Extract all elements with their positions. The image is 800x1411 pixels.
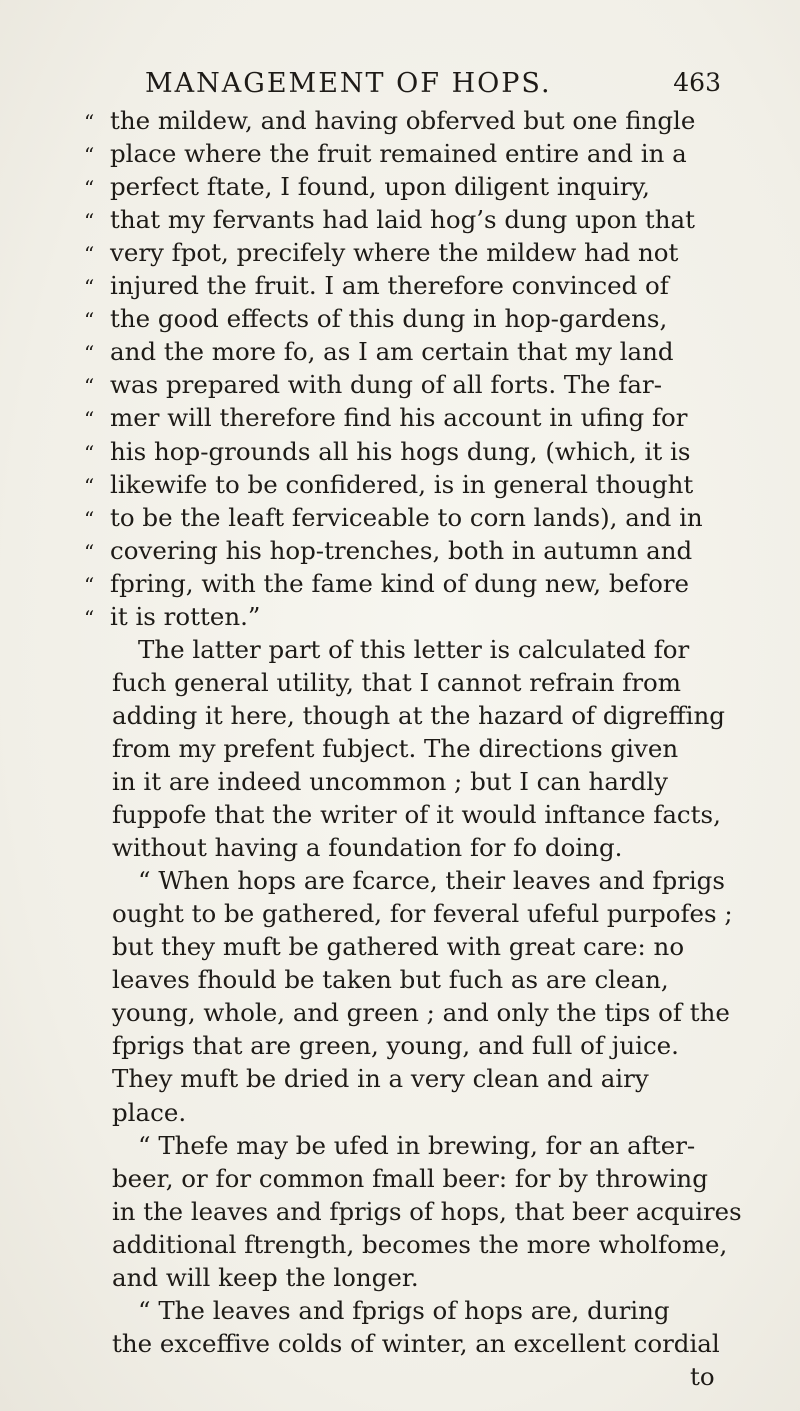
line-text: The latter part of this letter is calculated for — [138, 634, 690, 664]
running-head: MANAGEMENT OF HOPS. — [145, 68, 552, 99]
line-text: to — [690, 1361, 715, 1391]
line-text: perfect ftate, I found, upon diligent inquiry, — [110, 172, 650, 202]
text-line — [84, 137, 687, 170]
text-line — [112, 1096, 186, 1129]
line-text: adding it here, though at the hazard of digreffing — [112, 700, 725, 730]
line-text: “ When hops are fcarce, their leaves and fprigs — [138, 866, 725, 896]
line-text: that my fervants had laid hog’s dung upon that — [110, 205, 695, 235]
text-line — [112, 1261, 419, 1294]
line-text: his hop-grounds all his hogs dung, (which, it is — [110, 436, 691, 466]
text-line — [112, 798, 721, 831]
quote-mark: “ — [84, 539, 95, 564]
quote-mark: “ — [84, 341, 95, 366]
line-text: from my prefent fubject. The directions given — [112, 733, 679, 763]
line-text: fuppofe that the writer of it would inftance facts, — [112, 800, 721, 830]
line-text: was prepared with dung of all forts. The far- — [110, 370, 663, 400]
text-line — [112, 1162, 708, 1195]
text-line — [112, 1327, 720, 1360]
quote-mark: “ — [84, 506, 95, 531]
quote-mark: “ — [84, 572, 95, 597]
text-line — [112, 732, 678, 765]
text-line — [84, 600, 260, 633]
line-text: place where the fruit remained entire and in a — [110, 139, 687, 169]
line-text: likewife to be confidered, is in general thought — [110, 469, 694, 499]
text-line — [84, 468, 693, 501]
text-line — [138, 1294, 670, 1327]
text-line — [84, 534, 692, 567]
line-text: but they muft be gathered with great care: no — [112, 932, 685, 962]
text-line — [84, 435, 690, 468]
text-line — [112, 1228, 727, 1261]
quote-mark: “ — [84, 407, 95, 432]
line-text: fpring, with the fame kind of dung new, before — [110, 568, 690, 598]
line-text: They muft be dried in a very clean and airy — [112, 1064, 649, 1094]
line-text: it is rotten.” — [110, 601, 261, 631]
text-line — [112, 963, 669, 996]
line-text: covering his hop-trenches, both in autumn and — [110, 535, 693, 565]
text-line — [112, 897, 733, 930]
line-text: “ Thefe may be ufed in brewing, for an after- — [138, 1130, 696, 1160]
text-line — [84, 269, 669, 302]
line-text: mer will therefore find his account in ufing for — [110, 403, 688, 433]
page-number: 463 — [673, 68, 721, 97]
line-text: additional ftrength, becomes the more wholfome, — [112, 1229, 728, 1259]
line-text: and the more fo, as I am certain that my land — [110, 337, 674, 367]
text-line — [112, 1195, 742, 1228]
text-line — [84, 104, 695, 137]
line-text: to be the leaft ferviceable to corn lands), and in — [110, 502, 703, 532]
text-line — [84, 567, 689, 600]
text-line — [138, 633, 689, 666]
line-text: leaves fhould be taken but fuch as are clean, — [112, 965, 669, 995]
text-line — [112, 666, 681, 699]
quote-mark: “ — [84, 176, 95, 201]
line-text: the exceffive colds of winter, an excellent cordial — [112, 1328, 720, 1358]
quote-mark: “ — [84, 242, 95, 267]
line-text: beer, or for common fmall beer: for by throwing — [112, 1163, 708, 1193]
quote-mark: “ — [84, 209, 95, 234]
quote-mark: “ — [84, 110, 95, 134]
text-line — [84, 302, 667, 335]
line-text: and will keep the longer. — [112, 1262, 419, 1292]
quote-mark: “ — [84, 308, 95, 333]
quote-mark: “ — [84, 440, 95, 465]
line-text: very fpot, precifely where the mildew had not — [110, 238, 679, 268]
line-text: the mildew, and having obferved but one fingle — [110, 106, 696, 135]
text-line — [84, 335, 674, 368]
line-text: fprigs that are green, young, and full of juice. — [112, 1031, 679, 1061]
text-line — [112, 930, 684, 963]
quote-mark: “ — [84, 143, 95, 168]
text-line — [84, 170, 650, 203]
text-line — [690, 1360, 715, 1393]
line-text: ought to be gathered, for feveral ufeful purpofes ; — [112, 899, 733, 929]
line-text: the good effects of this dung in hop-gardens, — [110, 304, 668, 334]
text-line — [112, 1062, 649, 1095]
text-line — [112, 765, 668, 798]
text-line — [112, 1029, 679, 1062]
text-line — [84, 368, 662, 401]
line-text: “ The leaves and fprigs of hops are, during — [138, 1295, 670, 1325]
text-line — [84, 401, 688, 434]
page-header — [145, 68, 735, 108]
line-text: in the leaves and fprigs of hops, that beer acquires — [112, 1196, 742, 1226]
text-line — [112, 996, 730, 1029]
quote-mark: “ — [84, 473, 95, 498]
line-text: injured the fruit. I am therefore convinced of — [110, 271, 669, 301]
line-text: place. — [112, 1097, 187, 1127]
text-line — [112, 831, 622, 864]
text-line — [84, 501, 703, 534]
line-text: fuch general utility, that I cannot refrain from — [112, 667, 682, 697]
text-line — [112, 699, 725, 732]
quote-mark: “ — [84, 605, 95, 630]
text-line — [138, 1129, 695, 1162]
line-text: without having a foundation for fo doing. — [112, 833, 623, 863]
line-text: young, whole, and green ; and only the tips of the — [112, 998, 730, 1028]
text-line — [84, 203, 695, 236]
line-text: in it are indeed uncommon ; but I can hardly — [112, 767, 669, 796]
text-line — [84, 236, 678, 269]
text-line — [138, 864, 725, 897]
quote-mark: “ — [84, 374, 95, 399]
quote-mark: “ — [84, 275, 95, 300]
